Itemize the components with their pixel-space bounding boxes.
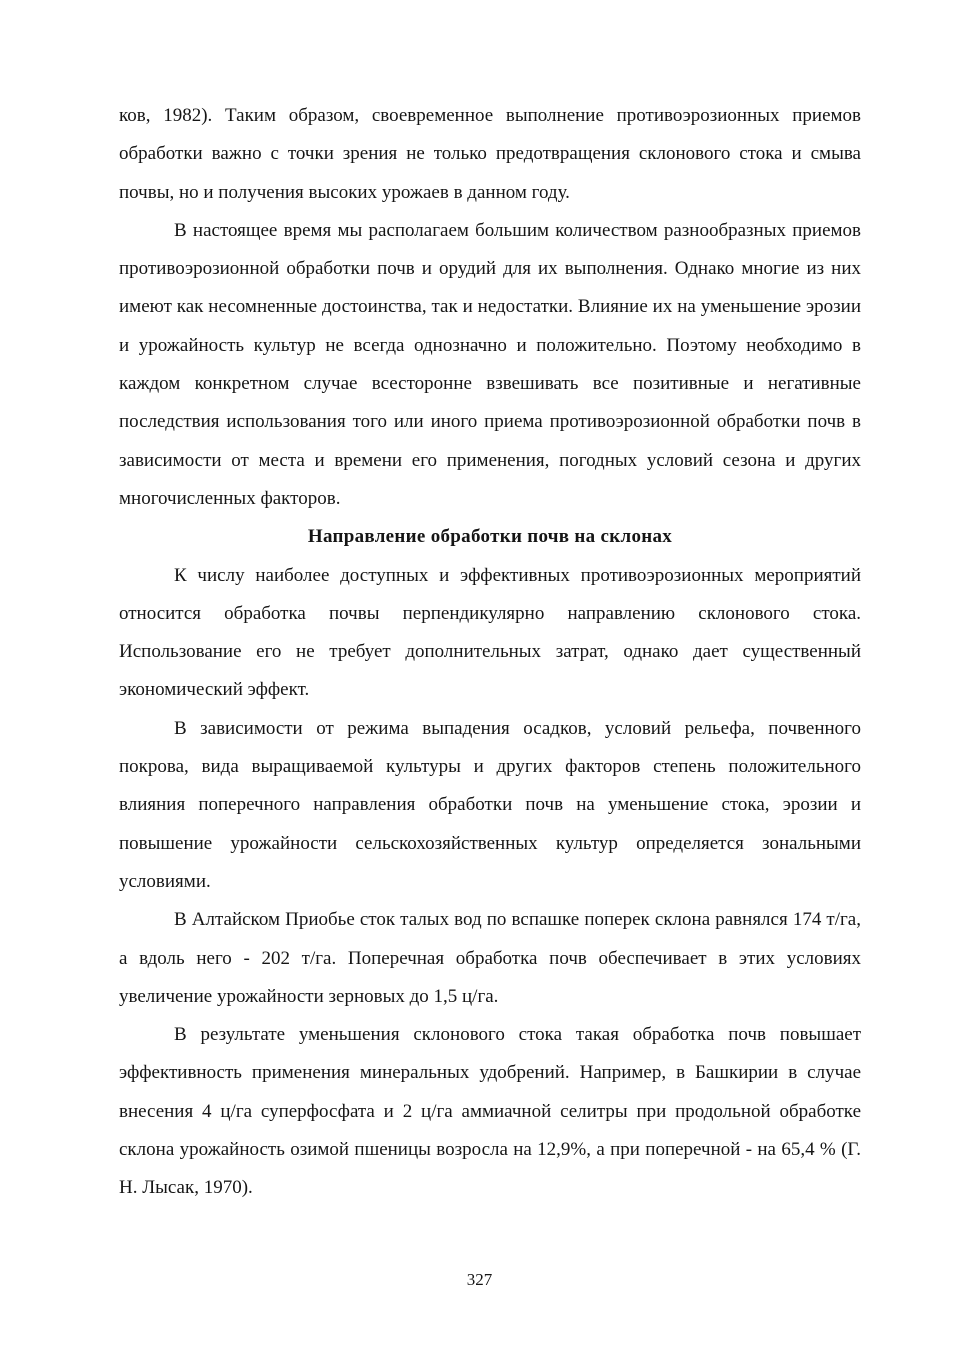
paragraph-5: В Алтайском Приобье сток талых вод по вспашке поперек склона равнялся 174 т/га, а вдоль него - 202 т/га. Поперечная обработка почв обеспечивает в этих условиях увеличение урожайности зерновых до 1,5 ц/га. (119, 909, 861, 1007)
section-heading: Направление обработки почв на склонах (307, 526, 673, 548)
paragraph-6: В результате уменьшения склонового стока такая обработка почв повышает эффективность применения минеральных удобрений. Например, в Башкирии в случае внесения 4 ц/га суперфосфата и 2 ц/га аммиачной селитры при продольной обработке склона урожайность озимой пшеницы возросла на 12,9%, а при поперечной - на 65,4 % (Г. Н. Лысак, 1970). (119, 1024, 861, 1199)
body-text (119, 97, 861, 1208)
paragraph-3: К числу наиболее доступных и эффективных противоэрозионных мероприятий относится обработка почвы перпендикулярно направлению склонового стока. Использование его не требует дополнительных затрат, однако дает существенный экономический эффект. (119, 564, 861, 701)
paragraph-1: ков, 1982). Таким образом, своевременное выполнение противоэрозионных приемов обработки важно с точки зрения не только предотвращения склонового стока и смыва почвы, но и получения высоких урожаев в данном году. (119, 105, 861, 203)
page-number: 327 (466, 1270, 493, 1289)
paragraph-2: В настоящее время мы располагаем большим количеством разнообразных приемов противоэрозионной обработки почв и орудий для их выполнения. Однако многие из них имеют как несомненные достоинства, так и недостатки. Влияние их на уменьшение эрозии и урожайность культур не всегда однозначно и положительно. Поэтому необходимо в каждом конкретном случае всесторонне взвешивать все позитивные и негативные последствия использования того или иного приема противоэрозионной обработки почв в зависимости от места и времени его применения, погодных условий сезона и других многочисленных факторов. (119, 219, 861, 509)
paragraph-4: В зависимости от режима выпадения осадков, условий рельефа, почвенного покрова, вида выращиваемой культуры и других факторов степень положительного влияния поперечного направления обработки почв на уменьшение стока, эрозии и повышение урожайности сельскохозяйственных культур определяется зональными условиями. (119, 717, 861, 892)
